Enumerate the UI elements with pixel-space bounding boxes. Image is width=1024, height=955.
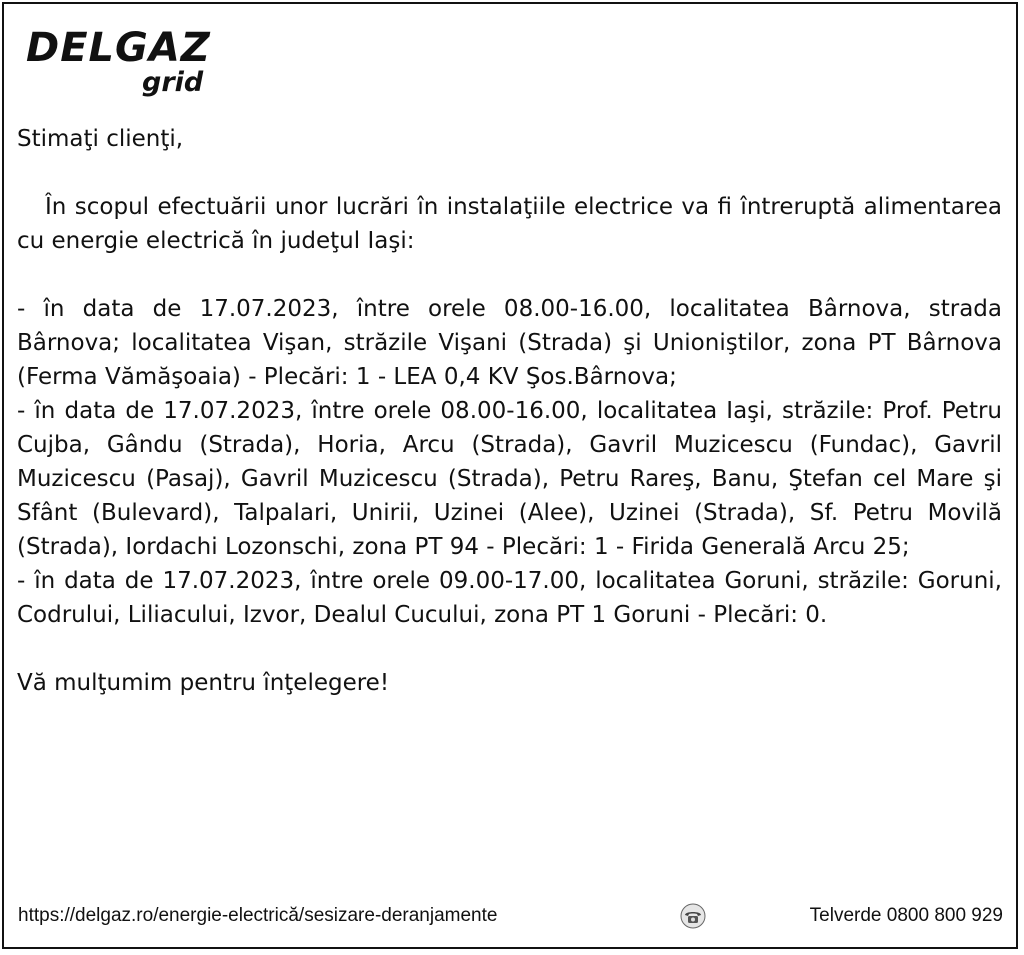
intro-paragraph: În scopul efectuării unor lucrări în instalaţiile electrice va fi întreruptă alimentarea cu energie electrică în judeţul Iaşi: — [17, 194, 1002, 254]
outage-item: - în data de 17.07.2023, între orele 08.00-16.00, localitatea Bârnova, strada Bârnova; localitatea Vişan, străzile Vişani (Strada) şi Unioniştilor, zona PT Bârnova (Ferma Vămăşoaia) - Plecări: 1 - LEA 0,4 KV Şos.Bârnova; — [17, 296, 1002, 390]
footer — [18, 905, 1003, 935]
logo-sub: grid — [142, 67, 204, 98]
outage-item: - în data de 17.07.2023, între orele 09.00-17.00, localitatea Goruni, străzile: Goruni, Codrului, Liliacului, Izvor, Dealul Cucului, zona PT 1 Goruni - Plecări: 0. — [17, 568, 1002, 628]
closing-line: Vă mulţumim pentru înţelegere! — [17, 670, 390, 696]
hotline-number: Telverde 0800 800 929 — [809, 905, 1003, 926]
outage-item: - în data de 17.07.2023, între orele 08.00-16.00, localitatea Iaşi, străzile: Prof. Petru Cujba, Gându (Strada), Horia, Arcu (Strada), Gavril Muzicescu (Fundac), Gavril Muzicescu (Pasaj), Gavril Muzicescu (Strada), Petru Rareş, Banu, Ştefan cel Mare şi Sfânt (Bulevard), Talpalari, Unirii, Uzinei (Alee), Uzinei (Strada), Sf. Petru Movilă (Strada), Iordachi Lozonschi, zona PT 94 - Plecări: 1 - Firida Generală Arcu 25; — [17, 398, 1002, 560]
telephone-icon — [680, 903, 706, 929]
outage-list — [17, 292, 1002, 632]
delgaz-logo — [26, 26, 226, 106]
logo-name: DELGAZ — [26, 25, 211, 71]
support-link[interactable]: https://delgaz.ro/energie-electrică/sesizare-deranjamente — [18, 905, 498, 926]
notice-content — [17, 122, 1002, 700]
greeting: Stimaţi clienţi, — [17, 126, 184, 152]
